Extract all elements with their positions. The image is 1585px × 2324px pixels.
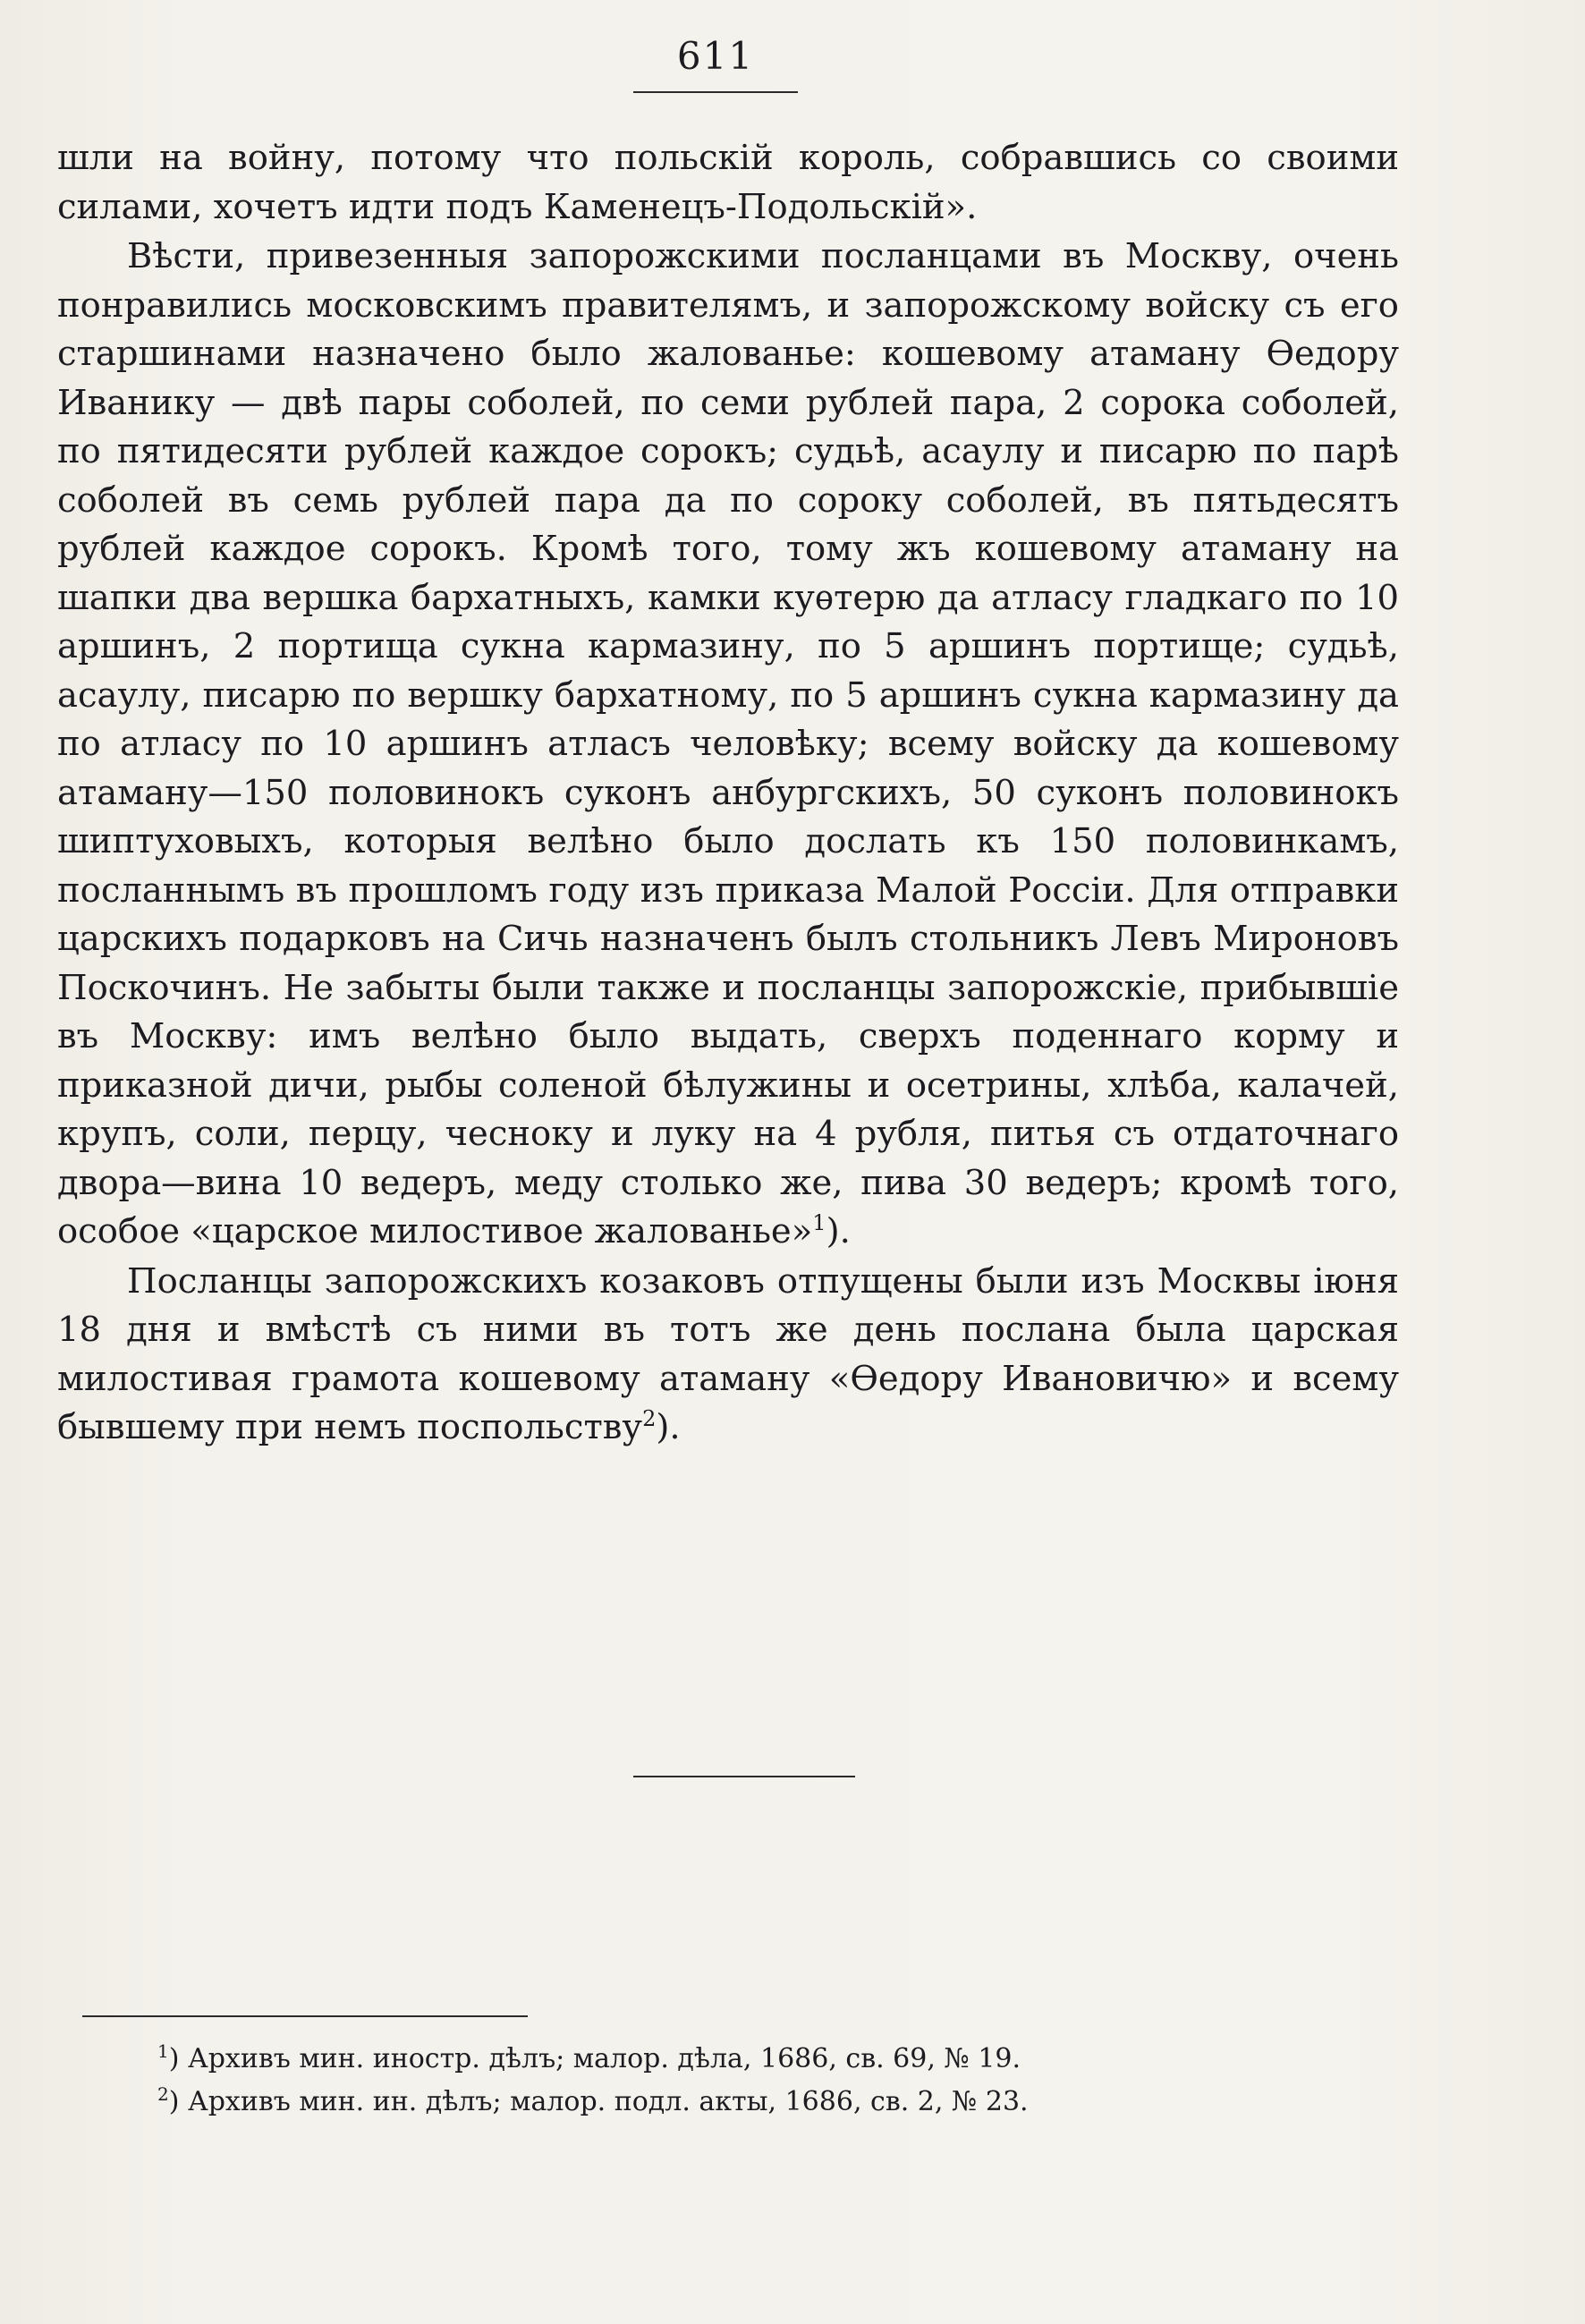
paragraph: [57, 233, 1399, 1257]
section-end-rule: [633, 1776, 855, 1777]
footnote-text: ) Архивъ мин. ин. дѣлъ; малор. подл. акты, 1686, св. 2, № 23.: [168, 2086, 1029, 2117]
footnote-text: ) Архивъ мин. иностр. дѣлъ; малор. дѣла, 1686, св. 69, № 19.: [168, 2043, 1021, 2074]
footnote-ref[interactable]: 1: [812, 1210, 826, 1235]
footnote-mark: 2: [157, 2083, 169, 2105]
footnote-ref[interactable]: 2: [642, 1406, 657, 1431]
footnote-separator: [82, 2015, 528, 2017]
paragraph-continuation: [57, 134, 1399, 232]
paragraph-tail: ).: [826, 1211, 851, 1251]
paragraph-text: шли на войну, потому что польскій король, собравшись со своими силами, хочетъ идти подъ Каменецъ-Подольскій».: [57, 138, 1399, 227]
footnote: [157, 2038, 1392, 2081]
page-number: 611: [676, 34, 755, 78]
page-number-rule: [633, 91, 798, 93]
body-text: [57, 134, 1399, 1453]
footnotes: [157, 2038, 1392, 2124]
paragraph-text: Вѣсти, привезенныя запорожскими посланцами въ Москву, очень понравились московскимъ правителямъ, и запорожскому войску съ его старшинами назначено было жалованье: кошевому атаману Ѳедору Иванику — двѣ пары соболей, по семи рублей пара, 2 сорока соболей, по пятидесяти рублей каждое сорокъ; судьѣ, асаулу и писарю по парѣ соболей въ семь рублей пара да по сороку соболей, въ пятьдесятъ рублей каждое сорокъ. Кромѣ того, тому жъ кошевому атаману на шапки два вершка бархатныхъ, камки куѳтерю да атласу гладкаго по 10 аршинъ, 2 портища сукна кармазину, по 5 аршинъ портище; судьѣ, асаулу, писарю по вершку бархатному, по 5 аршинъ сукна кармазину да по атласу по 10 аршинъ атласъ человѣку; всему войску да кошевому атаману—150 половинокъ суконъ анбургскихъ, 50 суконъ половинокъ шиптуховыхъ, которыя велѣно было дослать къ 150 половинкамъ, посланнымъ въ прошломъ году изъ приказа Малой Россіи. Для отправки царскихъ подарковъ на Сичь назначенъ былъ стольникъ Левъ Мироновъ Поскочинъ. Не забыты были также и посланцы запорожскіе, прибывшіе въ Москву: имъ велѣно было выдать, сверхъ поденнаго корму и приказной дичи, рыбы соленой бѣлужины и осетрины, хлѣба, калачей, крупъ, соли, перцу, чесноку и луку на 4 рубля, питья съ отдаточнаго двора—вина 10 ведеръ, меду столько же, пива 30 ведеръ; кромѣ того, особое «царское милостивое жалованье»: [57, 236, 1399, 1251]
footnote: [157, 2081, 1392, 2124]
footnote-mark: 1: [157, 2040, 169, 2062]
paragraph-text: Посланцы запорожскихъ козаковъ отпущены были изъ Москвы іюня 18 дня и вмѣстѣ съ ними въ тотъ же день послана была царская милостивая грамота кошевому атаману «Ѳедору Ивановичю» и всему бывшему при немъ поспольству: [57, 1260, 1399, 1447]
paragraph-tail: ).: [656, 1407, 681, 1447]
paragraph: [57, 1258, 1399, 1453]
